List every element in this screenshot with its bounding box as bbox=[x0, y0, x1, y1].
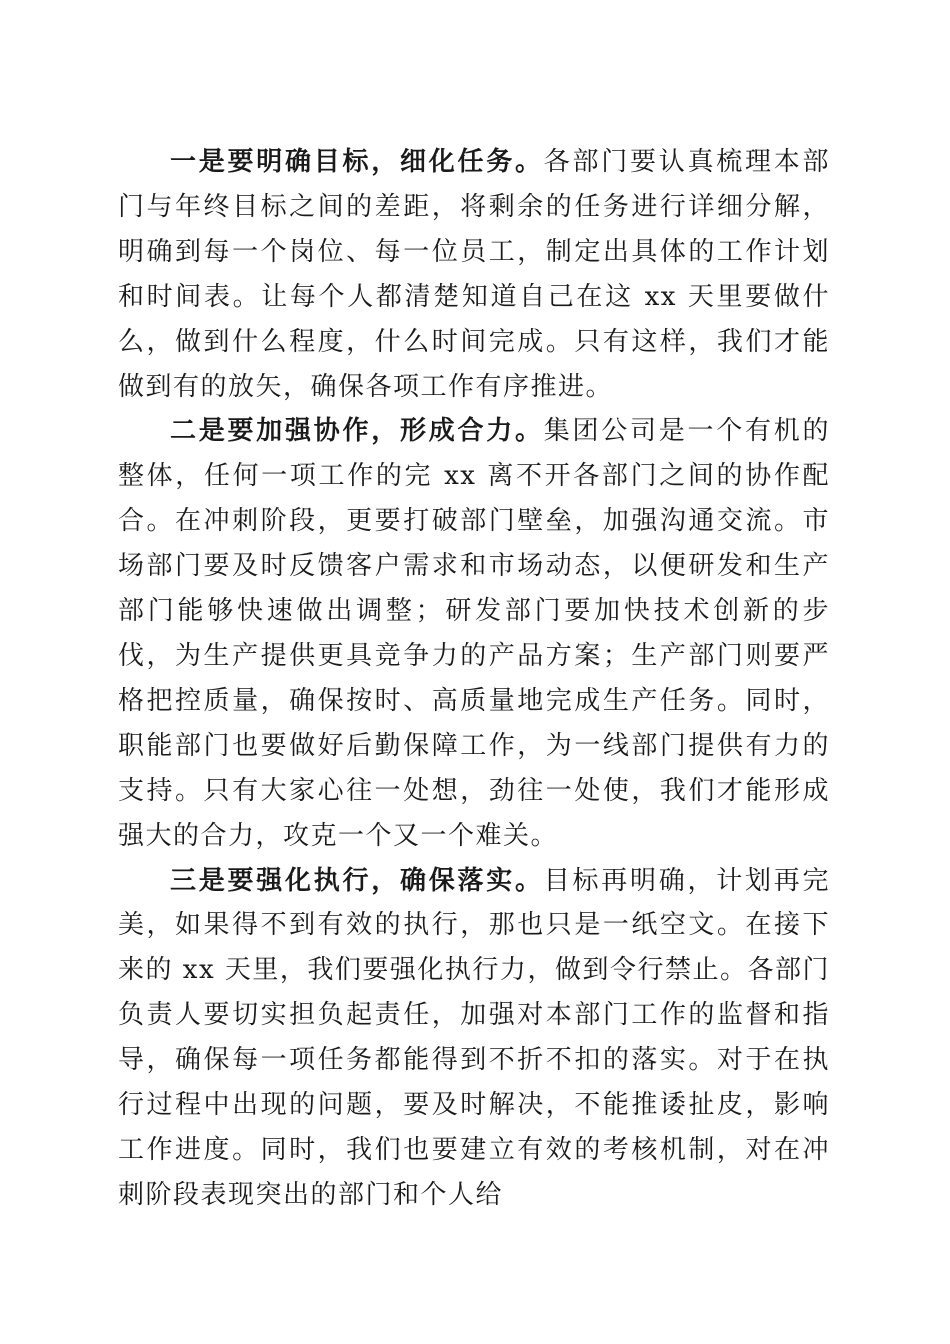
document-body bbox=[118, 140, 830, 1218]
paragraph-text: 各部门要认真梳理本部门与年终目标之间的差距，将剩余的任务进行详细分解，明确到每一个岗位、每一位员工，制定出具体的工作计划和时间表。让每个人都清楚知道自己在这 xx 天里要做什么，做到什么程度，什么时间完成。只有这样，我们才能做到有的放矢，确保各项工作有序推进。 bbox=[118, 147, 830, 402]
paragraph-execution bbox=[118, 859, 830, 1218]
paragraph-goals bbox=[118, 140, 830, 409]
paragraph-heading: 三是要强化执行，确保落实。 bbox=[170, 865, 544, 896]
paragraph-heading: 二是要加强协作，形成合力。 bbox=[170, 416, 544, 447]
paragraph-heading: 一是要明确目标，细化任务。 bbox=[170, 147, 544, 177]
paragraph-text: 集团公司是一个有机的整体，任何一项工作的完 xx 离不开各部门之间的协作配合。在冲刺阶段，更要打破部门壁垒，加强沟通交流。市场部门要及时反馈客户需求和市场动态，以便研发和生产部门能够快速做出调整；研发部门要加快技术创新的步伐，为生产提供更具竞争力的产品方案；生产部门则要严格把控质量，确保按时、高质量地完成生产任务。同时，职能部门也要做好后勤保障工作，为一线部门提供有力的支持。只有大家心往一处想，劲往一处使，我们才能形成强大的合力，攻克一个又一个难关。 bbox=[118, 416, 830, 851]
paragraph-collaboration bbox=[118, 409, 830, 858]
paragraph-text: 目标再明确，计划再完美，如果得不到有效的执行，那也只是一纸空文。在接下来的 xx 天里，我们要强化执行力，做到令行禁止。各部门负责人要切实担负起责任，加强对本部门工作的监督和指导，确保每一项任务都能得到不折不扣的落实。对于在执行过程中出现的问题，要及时解决，不能推诿扯皮，影响工作进度。同时，我们也要建立有效的考核机制，对在冲刺阶段表现突出的部门和个人给 bbox=[118, 865, 830, 1210]
